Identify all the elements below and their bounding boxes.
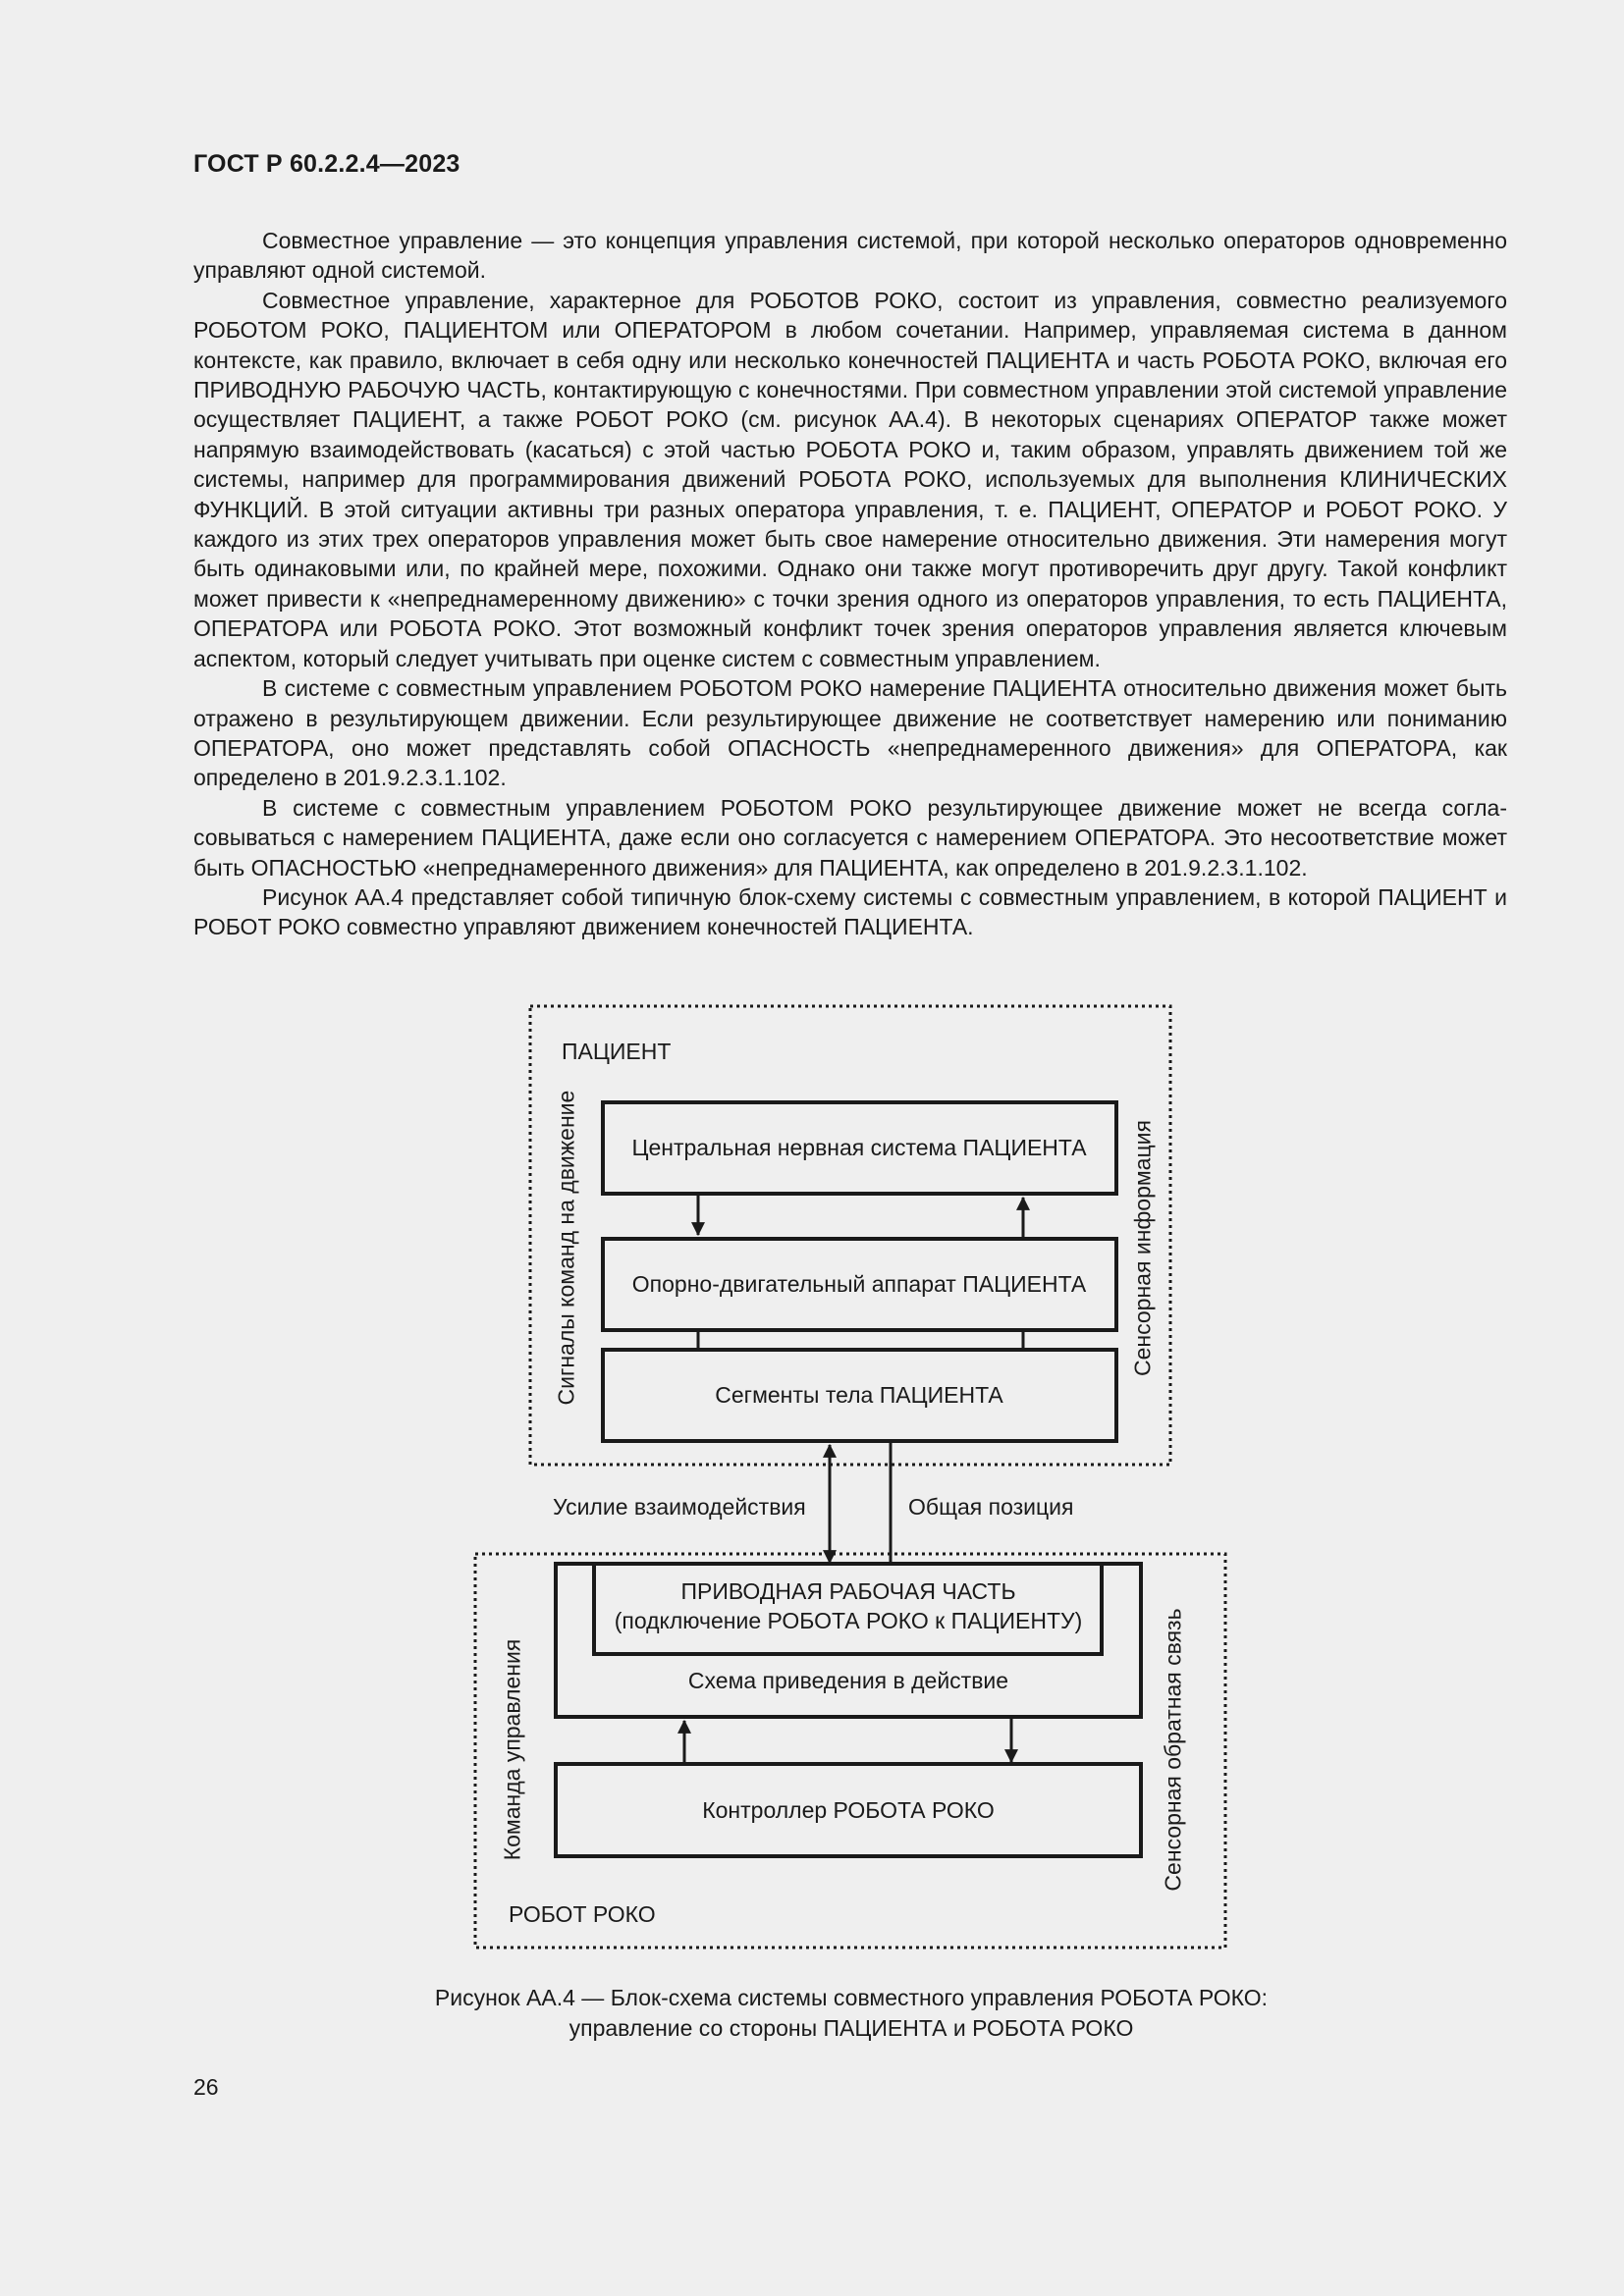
paragraph: В системе с совместным управлением РОБОТОМ РОКО результирующее движение может не всегда согласовываться с намерением ПАЦИЕНТА, даже если оно согласуется с намерением ОПЕРАТОРА. Это несоответствие может быть ОПАСНОСТЬЮ «непреднамеренного движения» для ПАЦИЕНТА, как определено в 201.9.2.3.1.102. [193, 794, 1507, 881]
common-position-label: Общая позиция [908, 1494, 1074, 1520]
figure-caption-line1: Рисунок АА.4 — Блок-схема системы совместного управления РОБОТА РОКО: [434, 1985, 1269, 2010]
applied-part-label-line1: ПРИВОДНАЯ РАБОЧАЯ ЧАСТЬ [680, 1578, 1016, 1604]
patient-right-side-label: Сенсорная информация [1129, 1120, 1156, 1376]
body-text [193, 226, 1507, 942]
paragraph: Совместное управление, характерное для РОБОТОВ РОКО, состоит из управления, совместно реализуемого РОБОТОМ РОКО, ПАЦИЕНТОМ или ОПЕРАТОРОМ в любом сочетании. Например, управляемая система в данном контексте, как правило, включает в себя одну или несколько конечностей ПАЦИЕНТА и часть РОБОТА РОКО, включая его ПРИВОДНУЮ РАБОЧУЮ ЧАСТЬ, контактирующую с конечностями. При совместном управлении этой системой управление осуществляет ПАЦИЕНТ, а также РОБОТ РОКО (см. рисунок АА.4). В некоторых сценариях ОПЕРАТОР также может напрямую взаимодействовать (касаться) с этой частью РОБОТА РОКО и, таким образом, управлять движением той же системы, например для программирования движений РОБОТА РОКО, используемых для выполнения КЛИНИЧЕСКИХ ФУНКЦИЙ. В этой ситуации активны три разных оператора управления, т. е. ПАЦИЕНТ, ОПЕРАТОР и РОБОТ РОКО. У каждого из этих трех операторов управления может быть свое намерение относительно движения. Эти намерения могут быть одинаковыми или, по крайней мере, похожими. Однако они также могут противоречить друг другу. Такой конфликт может привести к «непреднамеренному движению» с точки зрения одного из операторов управления, то есть ПАЦИЕНТА, ОПЕРАТОРА или РОБОТА РОКО. Этот возможный конфликт точек зрения операторов управления является ключевым аспектом, который следует учитывать при оценке систем с совместным управлением. [193, 287, 1507, 671]
patient-left-side-label: Сигналы команд на движение [553, 1090, 579, 1406]
paragraph: Совместное управление — это концепция управления системой, при которой несколько операторов одновременно управляют одной системой. [193, 228, 1507, 284]
body-segments-box [603, 1350, 1116, 1441]
figure-caption-line2: управление со стороны ПАЦИЕНТА и РОБОТА РОКО [568, 2015, 1134, 2041]
patient-group-frame [530, 1006, 1170, 1465]
actuation-box [556, 1564, 1141, 1717]
paragraph: В системе с совместным управлением РОБОТОМ РОКО намерение ПАЦИЕНТА относительно движения может быть отражено в результирующем движении. Если результирующее движение не соответствует намерению или пониманию ОПЕРАТОРА, оно может представлять собой ОПАСНОСТЬ «непреднамеренного движения» для ОПЕРАТОРА, как определено в 201.9.2.3.1.102. [193, 675, 1507, 791]
robot-right-side-label: Сенсорная обратная связь [1160, 1608, 1186, 1892]
body-segments-box-label: Сегменты тела ПАЦИЕНТА [715, 1382, 1003, 1408]
musculoskeletal-box [603, 1239, 1116, 1330]
interaction-force-label: Усилие взаимодействия [553, 1494, 806, 1520]
actuation-box-label: Схема приведения в действие [687, 1668, 1009, 1693]
musculoskeletal-box-label: Опорно-двигательный аппарат ПАЦИЕНТА [631, 1271, 1087, 1297]
robot-group-label: РОБОТ РОКО [509, 1901, 656, 1927]
cns-box [603, 1102, 1116, 1194]
robot-group-frame [475, 1554, 1225, 1948]
figure-caption [0, 1983, 1624, 2044]
page-number: 26 [193, 2074, 219, 2100]
paragraph: Рисунок АА.4 представляет собой типичную блок-схему системы с совместным управлением, в которой ПАЦИЕНТ и РОБОТ РОКО совместно управляют движением конечностей ПАЦИЕНТА. [193, 883, 1507, 940]
applied-part-label-line2: (подключение РОБОТА РОКО к ПАЦИЕНТУ) [614, 1608, 1083, 1633]
document-header-title: ГОСТ Р 60.2.2.4—2023 [193, 150, 460, 178]
robot-left-side-label: Команда управления [499, 1638, 525, 1861]
applied-part-box [594, 1564, 1102, 1654]
controller-box [556, 1764, 1141, 1856]
cns-box-label: Центральная нервная система ПАЦИЕНТА [631, 1135, 1087, 1160]
patient-group-label: ПАЦИЕНТ [562, 1039, 672, 1064]
controller-box-label: Контроллер РОБОТА РОКО [702, 1797, 995, 1823]
